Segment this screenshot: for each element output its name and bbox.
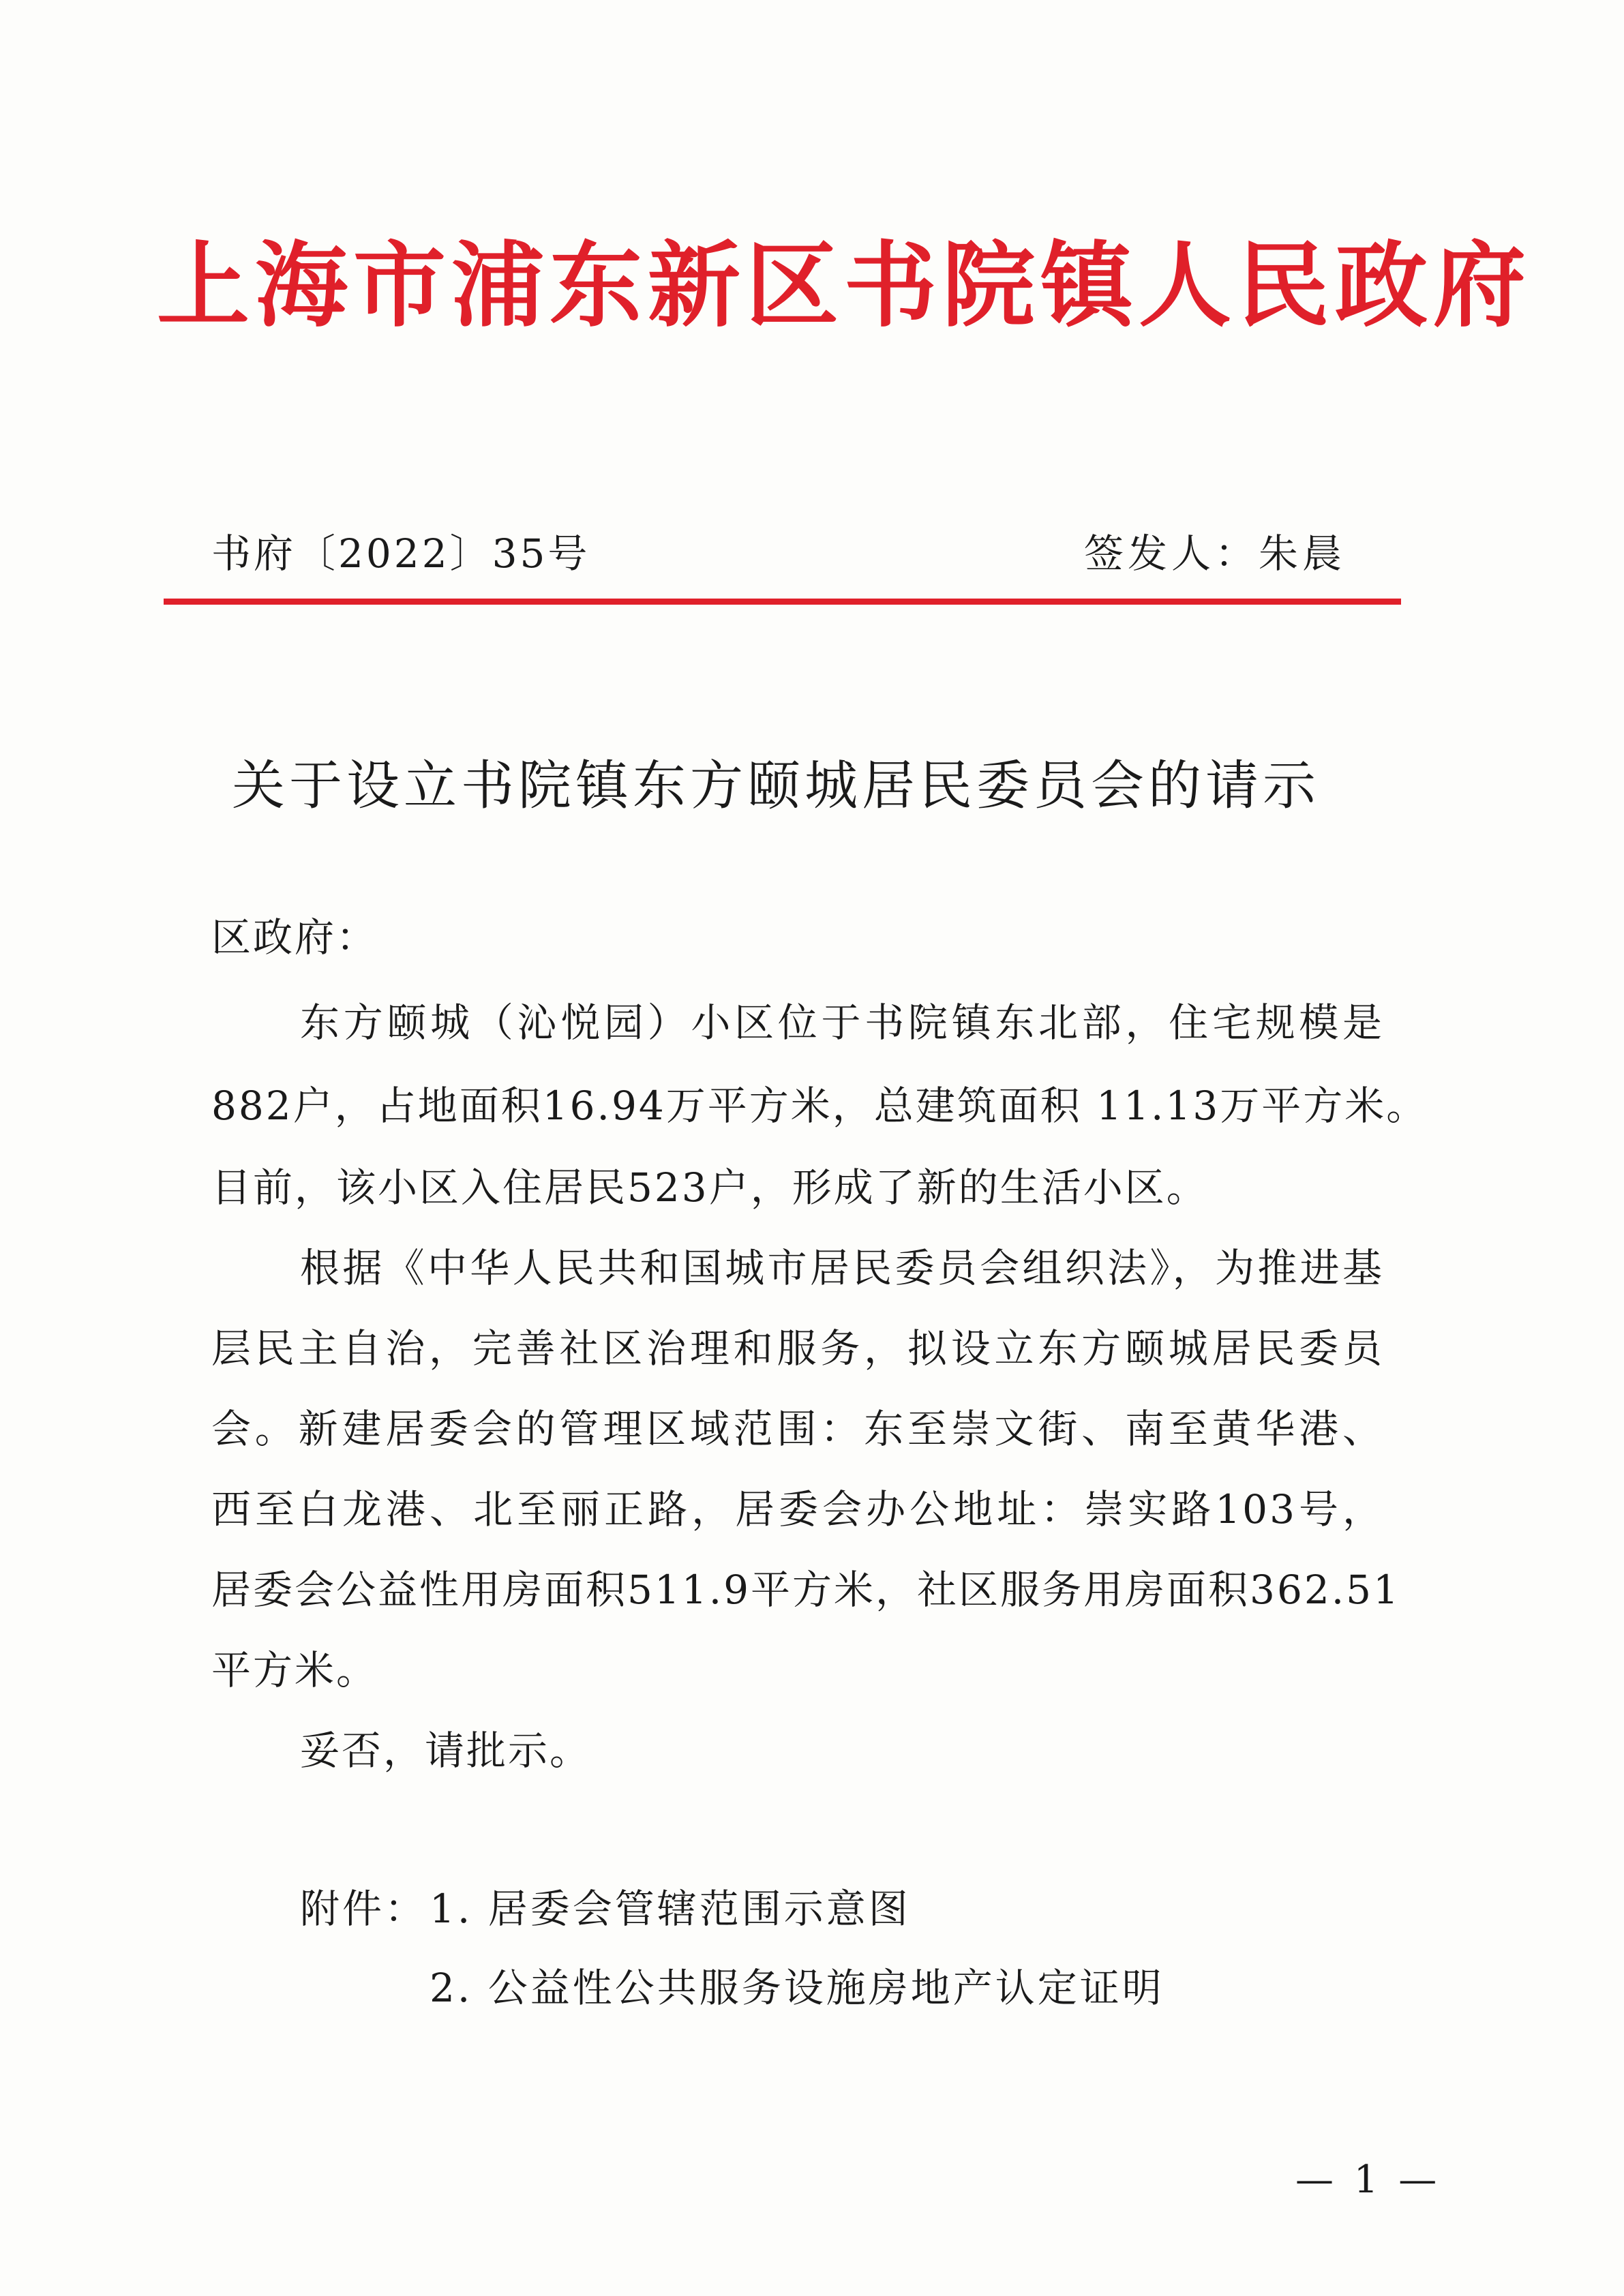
recipient-line: 区政府： [211, 914, 378, 961]
body-line-5: 层民主自治，完善社区治理和服务，拟设立东方颐城居民委员 [211, 1325, 1384, 1372]
page-number: — 1 — [1295, 2158, 1441, 2202]
body-line-4: 根据《中华人民共和国城市居民委员会组织法》，为推进基 [300, 1245, 1384, 1291]
signer-label: 签发人： [1084, 530, 1259, 577]
body-line-3: 目前，该小区入住居民523户，形成了新的生活小区。 [211, 1164, 1208, 1211]
body-line-1: 东方颐城（沁悦园）小区位于书院镇东北部，住宅规模是 [300, 999, 1384, 1046]
document-number: 书府〔2022〕35号 [211, 530, 590, 577]
body-line-6: 会。新建居委会的管理区域范围：东至崇文街、南至黄华港、 [211, 1406, 1384, 1452]
signer-name: 朱晨 [1259, 530, 1347, 577]
agency-title: 上海市浦东新区书院镇人民政府 [157, 232, 1531, 340]
closing-line: 妥否，请批示。 [300, 1727, 592, 1774]
attachment-item-2: 2. 公益性公共服务设施房地产认定证明 [430, 1965, 1164, 2011]
body-line-9: 平方米。 [211, 1647, 378, 1693]
document-title: 关于设立书院镇东方颐城居民委员会的请示 [232, 755, 1321, 817]
body-line-7: 西至白龙港、北至丽正路，居委会办公地址：崇实路103号， [211, 1486, 1384, 1532]
red-divider-line [164, 599, 1401, 605]
attachment-item-1: 1. 居委会管辖范围示意图 [430, 1886, 911, 1932]
signer-block [1084, 526, 1346, 581]
body-line-8: 居委会公益性用房面积511.9平方米，社区服务用房面积362.51 [211, 1567, 1400, 1613]
body-line-2: 882户，占地面积16.94万平方米，总建筑面积 11.13万平方米。 [211, 1083, 1428, 1129]
attachments-label: 附件： [300, 1886, 427, 1932]
